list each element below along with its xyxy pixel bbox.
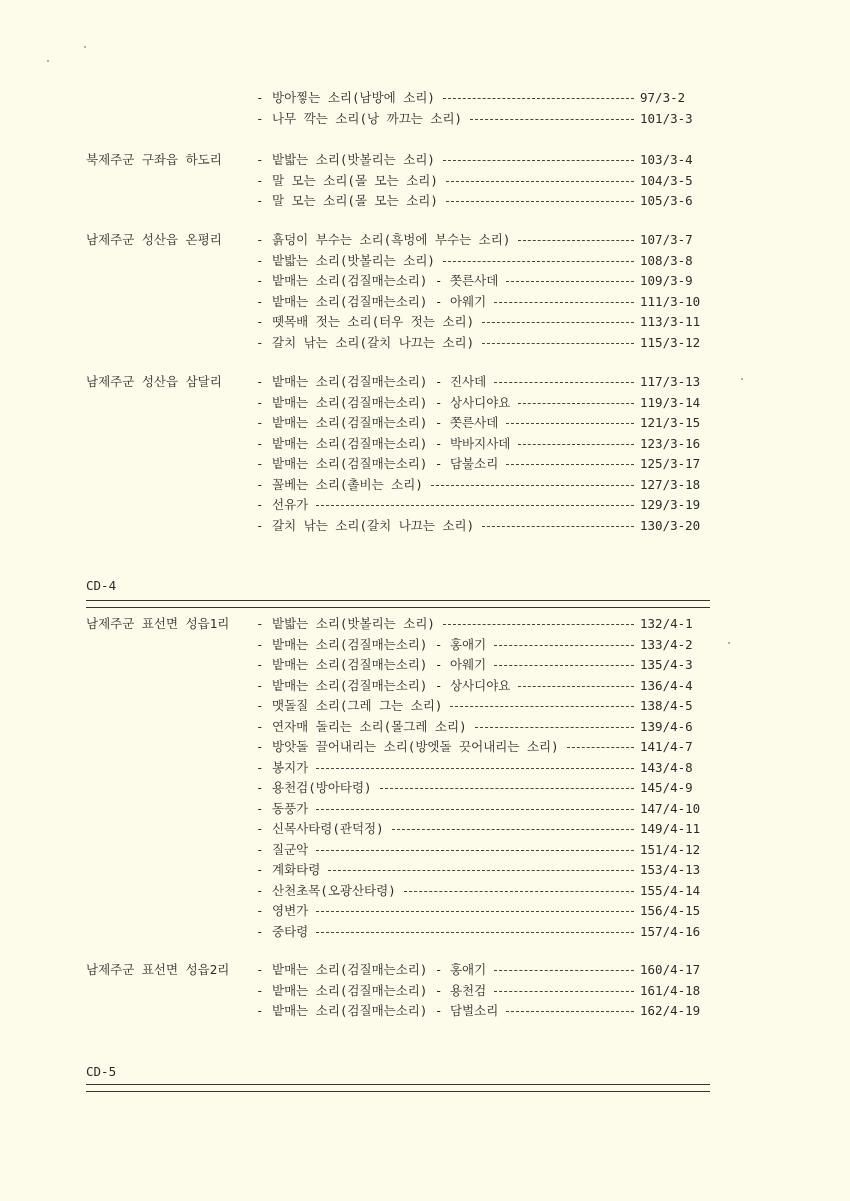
entry-page-ref: 105/3-6 bbox=[640, 193, 693, 208]
entry-bullet: - bbox=[256, 821, 264, 836]
cd4-label: CD-4 bbox=[86, 578, 117, 593]
dot-leader bbox=[518, 444, 634, 445]
entry-page-ref: 123/3-16 bbox=[640, 435, 701, 451]
place-label: 남제주군 성산읍 온평리 bbox=[86, 232, 222, 247]
entry-title: 질군악 bbox=[272, 841, 309, 857]
index-entry bbox=[0, 960, 850, 980]
entry-page-ref: 141/4-7 bbox=[640, 739, 693, 754]
place-label: 남제주군 표선면 성읍1리 bbox=[86, 616, 230, 631]
dot-leader bbox=[316, 932, 634, 933]
index-entry bbox=[0, 758, 850, 778]
entry-bullet: - bbox=[256, 780, 264, 795]
entry-page-ref: 117/3-13 bbox=[640, 374, 701, 389]
entry-title: 꼴베는 소리(촐비는 소리) bbox=[272, 476, 423, 492]
entry-page-ref: 133/4-2 bbox=[640, 636, 693, 652]
entry-title: 밭매는 소리(검질매는소리) - 아웨기 bbox=[272, 293, 487, 309]
dot-leader bbox=[482, 322, 634, 323]
entry-page-ref: 161/4-18 bbox=[640, 982, 701, 998]
dot-leader bbox=[446, 201, 634, 202]
entry-page-ref: 104/3-5 bbox=[640, 172, 693, 188]
index-entry bbox=[0, 778, 850, 798]
entry-bullet: - bbox=[256, 718, 264, 734]
entry-page-ref: 121/3-15 bbox=[640, 415, 701, 430]
entry-page-ref: 157/4-16 bbox=[640, 923, 701, 939]
entry-page-ref: 119/3-14 bbox=[640, 394, 701, 410]
index-entry bbox=[0, 860, 850, 880]
paper-speck bbox=[47, 60, 49, 62]
entry-bullet: - bbox=[256, 982, 264, 998]
index-entry bbox=[0, 881, 850, 901]
entry-bullet: - bbox=[256, 273, 264, 288]
cd5-label: CD-5 bbox=[86, 1064, 117, 1079]
entry-bullet: - bbox=[256, 193, 264, 208]
paper-speck bbox=[84, 46, 86, 48]
dot-leader bbox=[506, 464, 634, 465]
dot-leader bbox=[431, 485, 634, 486]
entry-page-ref: 149/4-11 bbox=[640, 821, 701, 836]
entry-title: 나무 깍는 소리(낭 까끄는 소리) bbox=[272, 110, 463, 126]
entry-page-ref: 160/4-17 bbox=[640, 962, 701, 977]
entry-title: 말 모는 소리(몰 모는 소리) bbox=[272, 193, 438, 208]
entry-title: 밭매는 소리(검질매는소리) - 쫏른사데 bbox=[272, 415, 499, 430]
dot-leader bbox=[443, 98, 634, 99]
index-entry bbox=[0, 251, 850, 271]
index-entry bbox=[0, 635, 850, 655]
entry-bullet: - bbox=[256, 152, 264, 167]
cd5-divider bbox=[86, 1084, 710, 1092]
entry-page-ref: 136/4-4 bbox=[640, 677, 693, 693]
dot-leader bbox=[316, 768, 634, 769]
dot-leader bbox=[494, 970, 634, 971]
entry-bullet: - bbox=[256, 882, 264, 898]
entry-title: 밭매는 소리(검질매는소리) - 쫏른사데 bbox=[272, 273, 499, 288]
entry-bullet: - bbox=[256, 862, 264, 877]
entry-page-ref: 145/4-9 bbox=[640, 780, 693, 795]
paper-speck bbox=[741, 378, 743, 380]
entry-title: 밭매는 소리(검질매는소리) - 용천검 bbox=[272, 982, 487, 998]
entry-title: 갈치 낚는 소리(갈치 나끄는 소리) bbox=[272, 517, 475, 533]
entry-page-ref: 138/4-5 bbox=[640, 698, 693, 713]
index-entry bbox=[0, 737, 850, 757]
entry-bullet: - bbox=[256, 517, 264, 533]
dot-leader bbox=[475, 727, 634, 728]
entry-title: 방아찧는 소리(남방에 소리) bbox=[272, 90, 435, 105]
dot-leader bbox=[482, 343, 634, 344]
entry-title: 말 모는 소리(몰 모는 소리) bbox=[272, 172, 438, 188]
dot-leader bbox=[316, 911, 634, 912]
index-entry bbox=[0, 475, 850, 495]
index-entry bbox=[0, 454, 850, 474]
index-entry bbox=[0, 393, 850, 413]
entry-bullet: - bbox=[256, 759, 264, 775]
entry-page-ref: 107/3-7 bbox=[640, 232, 693, 247]
dot-leader bbox=[567, 747, 634, 748]
index-entry bbox=[0, 717, 850, 737]
place-label: 남제주군 성산읍 삼달리 bbox=[86, 374, 222, 389]
entry-page-ref: 162/4-19 bbox=[640, 1003, 701, 1018]
dot-leader bbox=[494, 665, 634, 666]
entry-title: 밭매는 소리(검질매는소리) - 박바지사데 bbox=[272, 435, 511, 451]
entry-bullet: - bbox=[256, 293, 264, 309]
entry-page-ref: 155/4-14 bbox=[640, 882, 701, 898]
index-entry bbox=[0, 981, 850, 1001]
entry-title: 밭밟는 소리(밧볼리는 소리) bbox=[272, 616, 435, 631]
entry-page-ref: 113/3-11 bbox=[640, 314, 701, 329]
entry-title: 밭매는 소리(검질매는소리) - 상사디야요 bbox=[272, 394, 511, 410]
dot-leader bbox=[494, 302, 634, 303]
index-entry bbox=[0, 434, 850, 454]
dot-leader bbox=[328, 870, 634, 871]
entry-page-ref: 101/3-3 bbox=[640, 110, 693, 126]
entry-bullet: - bbox=[256, 476, 264, 492]
entry-title: 방앗돌 끌어내리는 소리(방엣돌 끗어내리는 소리) bbox=[272, 739, 559, 754]
entry-bullet: - bbox=[256, 636, 264, 652]
entry-title: 밭밟는 소리(밧볼리는 소리) bbox=[272, 152, 435, 167]
index-entry bbox=[0, 413, 850, 433]
entry-bullet: - bbox=[256, 172, 264, 188]
entry-bullet: - bbox=[256, 456, 264, 471]
index-entry bbox=[0, 333, 850, 353]
index-entry bbox=[0, 922, 850, 942]
paper-speck bbox=[728, 642, 730, 644]
entry-bullet: - bbox=[256, 1003, 264, 1018]
entry-title: 뗏목배 젓는 소리(터우 젓는 소리) bbox=[272, 314, 475, 329]
entry-title: 용천검(방아타령) bbox=[272, 780, 372, 795]
entry-title: 신목사타령(관덕정) bbox=[272, 821, 384, 836]
index-entry bbox=[0, 1001, 850, 1021]
entry-page-ref: 103/3-4 bbox=[640, 152, 693, 167]
entry-bullet: - bbox=[256, 497, 264, 512]
dot-leader bbox=[443, 624, 634, 625]
entry-title: 밭매는 소리(검질매는소리) - 진사데 bbox=[272, 374, 487, 389]
entry-title: 밭매는 소리(검질매는소리) - 상사디야요 bbox=[272, 677, 511, 693]
place-label: 북제주군 구좌읍 하도리 bbox=[86, 152, 222, 167]
index-entry bbox=[0, 840, 850, 860]
entry-bullet: - bbox=[256, 698, 264, 713]
entry-page-ref: 97/3-2 bbox=[640, 90, 686, 105]
entry-bullet: - bbox=[256, 739, 264, 754]
entry-title: 갈치 낚는 소리(갈치 나끄는 소리) bbox=[272, 334, 475, 350]
entry-bullet: - bbox=[256, 394, 264, 410]
entry-title: 중타령 bbox=[272, 923, 309, 939]
dot-leader bbox=[494, 991, 634, 992]
entry-title: 밭매는 소리(검질매는소리) - 홍애기 bbox=[272, 636, 487, 652]
entry-title: 맷돌질 소리(그레 그는 소리) bbox=[272, 698, 443, 713]
entry-bullet: - bbox=[256, 657, 264, 672]
entry-page-ref: 108/3-8 bbox=[640, 252, 693, 268]
dot-leader bbox=[404, 891, 634, 892]
index-entry bbox=[0, 292, 850, 312]
dot-leader bbox=[518, 686, 634, 687]
dot-leader bbox=[506, 1011, 634, 1012]
entry-bullet: - bbox=[256, 110, 264, 126]
entry-bullet: - bbox=[256, 252, 264, 268]
entry-page-ref: 143/4-8 bbox=[640, 759, 693, 775]
dot-leader bbox=[470, 119, 634, 120]
entry-bullet: - bbox=[256, 962, 264, 977]
dot-leader bbox=[443, 261, 634, 262]
entry-bullet: - bbox=[256, 374, 264, 389]
index-entry bbox=[0, 191, 850, 211]
dot-leader bbox=[494, 382, 634, 383]
index-entry bbox=[0, 230, 850, 250]
entry-page-ref: 135/4-3 bbox=[640, 657, 693, 672]
entry-title: 밭매는 소리(검질매는소리) - 홍애기 bbox=[272, 962, 487, 977]
entry-page-ref: 127/3-18 bbox=[640, 476, 701, 492]
dot-leader bbox=[316, 850, 634, 851]
index-entry bbox=[0, 696, 850, 716]
entry-title: 밭매는 소리(검질매는소리) - 담벌소리 bbox=[272, 1003, 499, 1018]
dot-leader bbox=[506, 281, 634, 282]
dot-leader bbox=[443, 160, 634, 161]
entry-bullet: - bbox=[256, 616, 264, 631]
entry-title: 선유가 bbox=[272, 497, 309, 512]
dot-leader bbox=[316, 809, 634, 810]
entry-page-ref: 132/4-1 bbox=[640, 616, 693, 631]
entry-title: 연자매 돌리는 소리(몰그레 소리) bbox=[272, 718, 467, 734]
entry-page-ref: 129/3-19 bbox=[640, 497, 701, 512]
entry-bullet: - bbox=[256, 677, 264, 693]
index-entry bbox=[0, 171, 850, 191]
entry-title: 영변가 bbox=[272, 903, 309, 918]
index-entry bbox=[0, 372, 850, 392]
entry-bullet: - bbox=[256, 334, 264, 350]
entry-page-ref: 139/4-6 bbox=[640, 718, 693, 734]
dot-leader bbox=[518, 403, 634, 404]
dot-leader bbox=[494, 645, 634, 646]
entry-bullet: - bbox=[256, 903, 264, 918]
index-entry bbox=[0, 312, 850, 332]
index-entry bbox=[0, 271, 850, 291]
dot-leader bbox=[450, 706, 634, 707]
entry-bullet: - bbox=[256, 841, 264, 857]
entry-page-ref: 147/4-10 bbox=[640, 800, 701, 816]
entry-page-ref: 111/3-10 bbox=[640, 293, 701, 309]
entry-title: 밭매는 소리(검질매는소리) - 아웨기 bbox=[272, 657, 487, 672]
dot-leader bbox=[392, 829, 634, 830]
entry-title: 흙덩이 부수는 소리(흑벙에 부수는 소리) bbox=[272, 232, 511, 247]
entry-bullet: - bbox=[256, 435, 264, 451]
index-entry bbox=[0, 901, 850, 921]
entry-title: 산천초목(오광산타령) bbox=[272, 882, 396, 898]
index-entry bbox=[0, 819, 850, 839]
entry-title: 동풍가 bbox=[272, 800, 309, 816]
entry-bullet: - bbox=[256, 415, 264, 430]
entry-page-ref: 151/4-12 bbox=[640, 841, 701, 857]
index-entry bbox=[0, 676, 850, 696]
entry-bullet: - bbox=[256, 90, 264, 105]
index-entry bbox=[0, 614, 850, 634]
cd4-divider bbox=[86, 600, 710, 608]
entry-page-ref: 156/4-15 bbox=[640, 903, 701, 918]
entry-title: 밭매는 소리(검질매는소리) - 담불소리 bbox=[272, 456, 499, 471]
index-entry bbox=[0, 150, 850, 170]
entry-bullet: - bbox=[256, 314, 264, 329]
entry-title: 밭밟는 소리(밧볼리는 소리) bbox=[272, 252, 435, 268]
entry-page-ref: 125/3-17 bbox=[640, 456, 701, 471]
index-entry bbox=[0, 655, 850, 675]
index-entry bbox=[0, 516, 850, 536]
entry-page-ref: 130/3-20 bbox=[640, 517, 701, 533]
index-entry bbox=[0, 88, 850, 108]
dot-leader bbox=[506, 423, 634, 424]
index-entry bbox=[0, 495, 850, 515]
index-entry bbox=[0, 799, 850, 819]
index-entry bbox=[0, 109, 850, 129]
dot-leader bbox=[316, 505, 634, 506]
entry-page-ref: 115/3-12 bbox=[640, 334, 701, 350]
dot-leader bbox=[380, 788, 634, 789]
entry-page-ref: 109/3-9 bbox=[640, 273, 693, 288]
entry-bullet: - bbox=[256, 232, 264, 247]
dot-leader bbox=[482, 526, 634, 527]
dot-leader bbox=[518, 240, 634, 241]
entry-title: 계화타령 bbox=[272, 862, 321, 877]
entry-title: 봉지가 bbox=[272, 759, 309, 775]
entry-page-ref: 153/4-13 bbox=[640, 862, 701, 877]
dot-leader bbox=[446, 181, 634, 182]
entry-bullet: - bbox=[256, 923, 264, 939]
entry-bullet: - bbox=[256, 800, 264, 816]
place-label: 남제주군 표선면 성읍2리 bbox=[86, 962, 230, 977]
